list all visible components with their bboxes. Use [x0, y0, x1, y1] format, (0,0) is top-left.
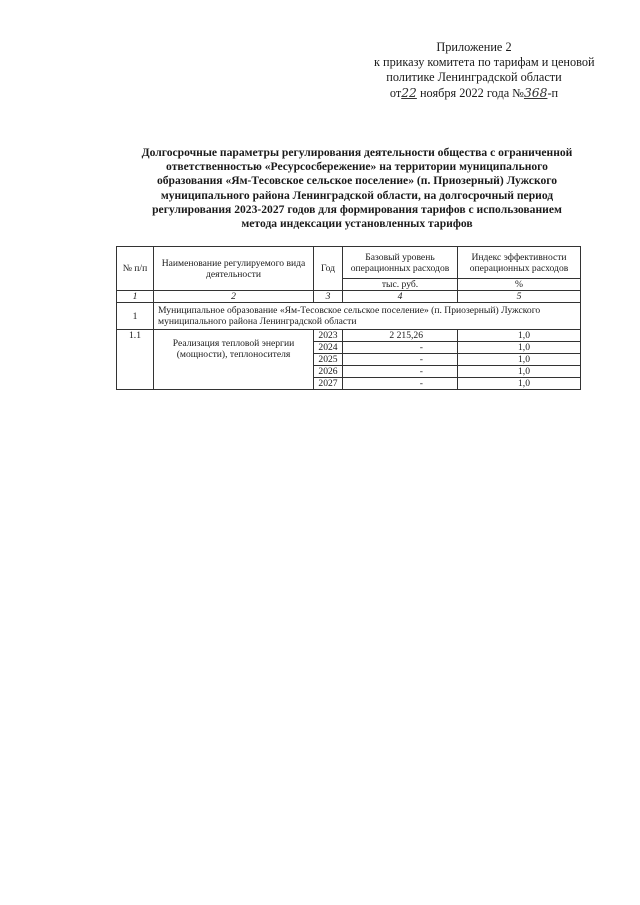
- annex-committee-line: политике Ленинградской области: [386, 70, 562, 85]
- parameters-table: [116, 246, 581, 390]
- title-line: регулирования 2023-2027 годов для формирования тарифов с использованием: [152, 202, 562, 216]
- column-numbers-row: [117, 291, 581, 303]
- year-cell: 2026: [314, 366, 343, 378]
- handwritten-number: 368: [523, 85, 548, 100]
- header-efficiency: Индекс эффективности операционных расходов: [458, 247, 581, 279]
- year-cell: 2025: [314, 354, 343, 366]
- base-value-cell: -: [343, 342, 458, 354]
- efficiency-cell: 1,0: [458, 330, 581, 342]
- annex-date-line: [374, 86, 574, 101]
- base-value-cell: -: [343, 366, 458, 378]
- column-number: 5: [458, 291, 581, 303]
- unit-efficiency: %: [458, 279, 581, 291]
- unit-base: тыс. руб.: [343, 279, 458, 291]
- header-row: [117, 247, 581, 279]
- title-line: муниципального района Ленинградской области, на долгосрочный период: [160, 188, 554, 202]
- title-line: метода индексации установленных тарифов: [241, 217, 473, 231]
- year-cell: 2024: [314, 342, 343, 354]
- number-suffix: -п: [547, 85, 559, 100]
- municipality-name: Муниципальное образование «Ям-Тесовское сельское поселение» (п. Приозерный) Лужского муниципального района Ленинградской области: [154, 303, 581, 330]
- efficiency-cell: 1,0: [458, 378, 581, 390]
- title-line: ответственностью «Ресурсосбережение» на территории муниципального: [166, 160, 548, 174]
- column-number: 1: [117, 291, 154, 303]
- title-line: Долгосрочные параметры регулирования деятельности общества с ограниченной: [141, 146, 573, 159]
- column-number: 3: [314, 291, 343, 303]
- header-base: Базовый уровень операционных расходов: [343, 247, 458, 279]
- annex-header: [374, 40, 595, 101]
- activity-num: 1.1: [117, 330, 154, 390]
- efficiency-cell: 1,0: [458, 354, 581, 366]
- table-row: [117, 330, 581, 342]
- header-year: Год: [314, 247, 343, 291]
- title-line: образования «Ям-Тесовское сельское поселение» (п. Приозерный) Лужского: [156, 174, 558, 188]
- header-num: № п/п: [117, 247, 154, 291]
- column-number: 2: [154, 291, 314, 303]
- municipality-num: 1: [117, 303, 154, 330]
- efficiency-cell: 1,0: [458, 366, 581, 378]
- column-number: 4: [343, 291, 458, 303]
- base-value-cell: -: [343, 354, 458, 366]
- header-activity: Наименование регулируемого вида деятельности: [154, 247, 314, 291]
- activity-name: Реализация тепловой энергии (мощности), теплоносителя: [154, 330, 314, 390]
- base-value-cell: 2 215,26: [343, 330, 458, 342]
- annex-order-line: к приказу комитета по тарифам и ценовой: [374, 55, 595, 70]
- date-prefix: от: [389, 85, 402, 100]
- date-middle: ноября 2022 года №: [419, 85, 524, 100]
- handwritten-day: 22: [401, 85, 417, 100]
- document-title: [120, 146, 594, 231]
- year-cell: 2023: [314, 330, 343, 342]
- annex-title: Приложение 2: [436, 40, 512, 54]
- year-cell: 2027: [314, 378, 343, 390]
- efficiency-cell: 1,0: [458, 342, 581, 354]
- municipality-row: [117, 303, 581, 330]
- base-value-cell: -: [343, 378, 458, 390]
